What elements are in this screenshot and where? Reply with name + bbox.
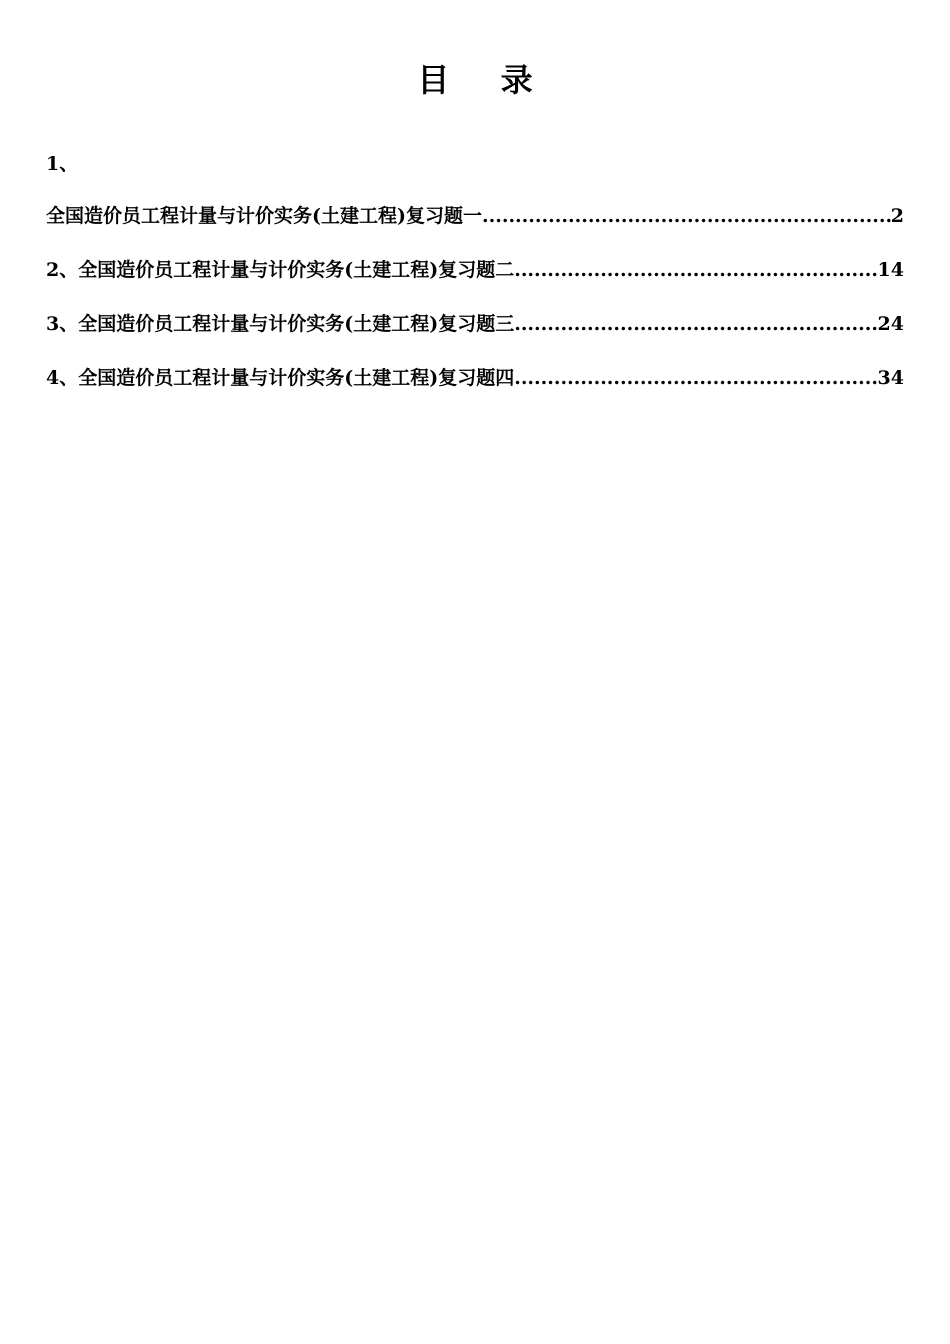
toc-entry-title: 2、全国造价员工程计量与计价实务(土建工程)复习题二 bbox=[46, 259, 515, 281]
toc-dot-leader bbox=[514, 257, 877, 283]
toc-entry-title: 全国造价员工程计量与计价实务(土建工程)复习题一 bbox=[46, 205, 482, 227]
toc-list bbox=[46, 203, 904, 419]
toc-page-number: 34 bbox=[877, 367, 904, 389]
toc-dot-leader bbox=[514, 311, 877, 337]
toc-entry-prefix: 1、 bbox=[46, 153, 79, 175]
toc-entry-title: 3、全国造价员工程计量与计价实务(土建工程)复习题三 bbox=[46, 313, 515, 335]
toc-page-number: 14 bbox=[877, 259, 904, 281]
page-title: 目 录 bbox=[417, 61, 553, 99]
toc-dot-leader bbox=[482, 203, 891, 229]
toc-page-number: 24 bbox=[877, 313, 904, 335]
toc-entry[interactable] bbox=[46, 203, 904, 257]
toc-entry[interactable] bbox=[46, 257, 904, 311]
toc-entry[interactable] bbox=[46, 365, 904, 419]
toc-dot-leader bbox=[514, 365, 877, 391]
toc-page-number: 2 bbox=[890, 205, 904, 227]
toc-entry-title: 4、全国造价员工程计量与计价实务(土建工程)复习题四 bbox=[46, 367, 515, 389]
toc-entry[interactable] bbox=[46, 311, 904, 365]
